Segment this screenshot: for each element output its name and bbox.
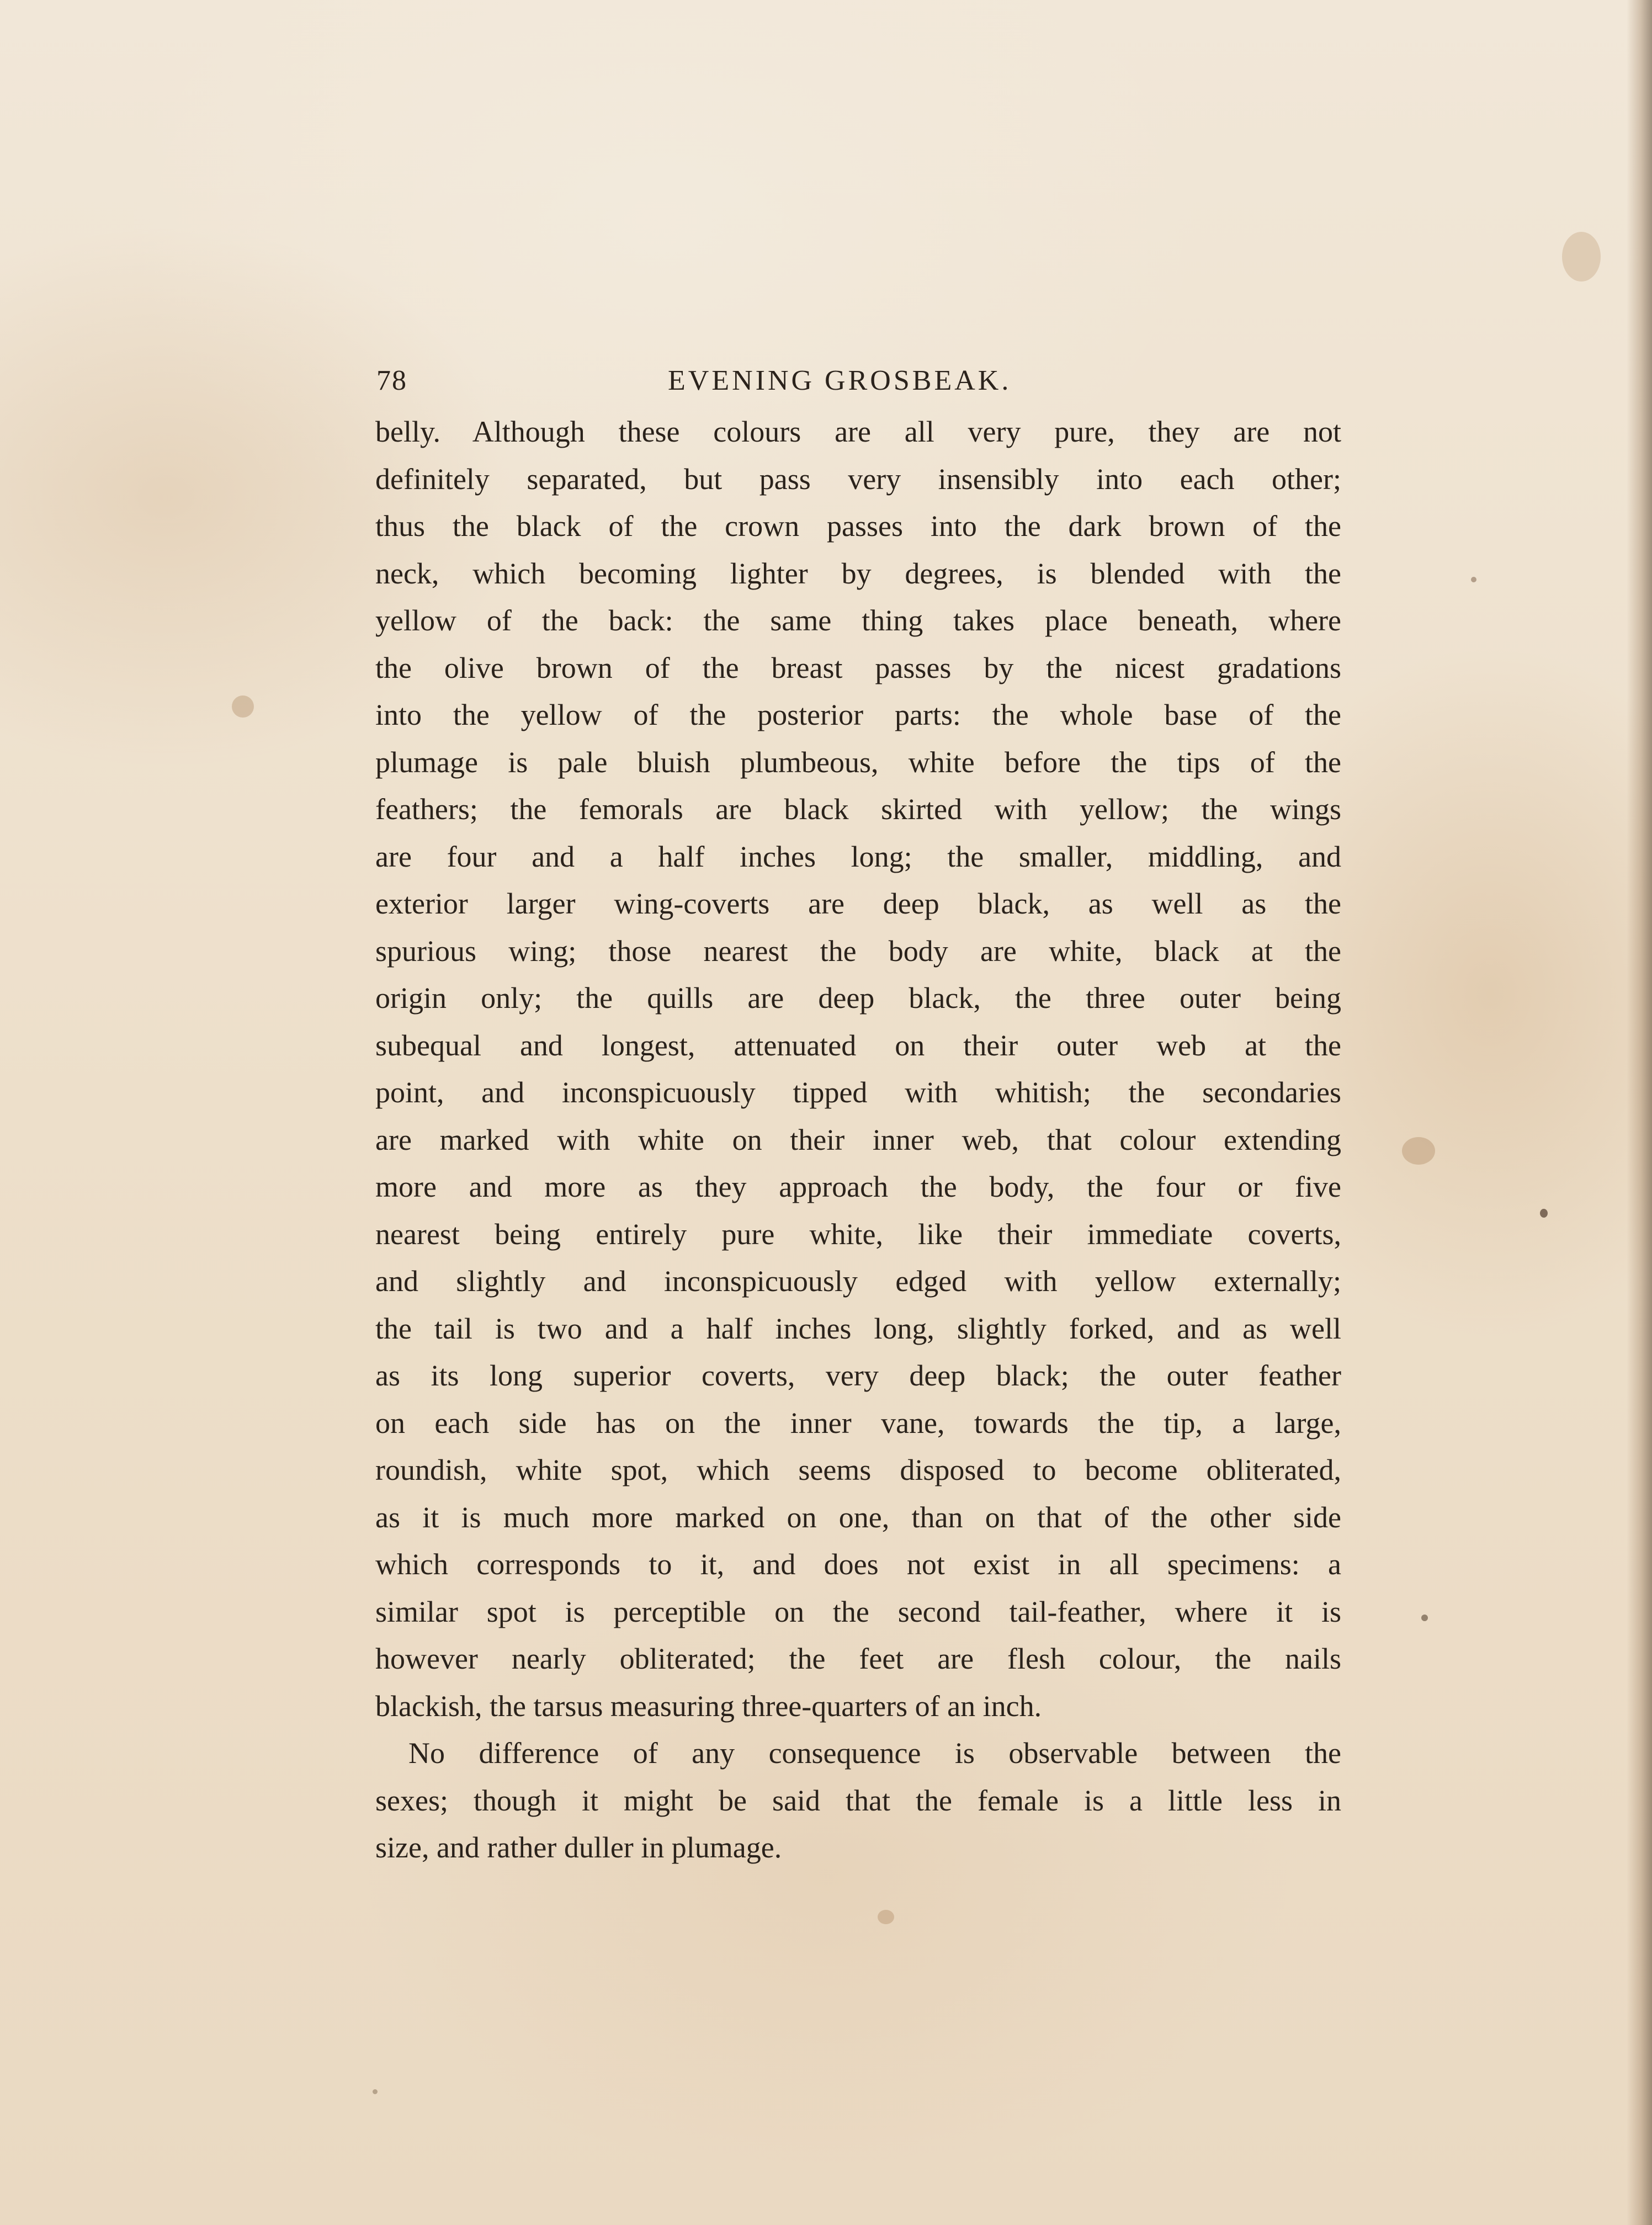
text-line: belly. Although these colours are all very pure, they are not bbox=[375, 415, 1341, 448]
book-page bbox=[375, 364, 1341, 1872]
paper-speck bbox=[1471, 577, 1476, 582]
paper-speck bbox=[232, 695, 254, 718]
text-line: sexes; though it might be said that the female is a little less in bbox=[375, 1783, 1341, 1817]
text-line: the olive brown of the breast passes by the nicest gradations bbox=[375, 651, 1341, 684]
text-line: thus the black of the crown passes into the dark brown of the bbox=[375, 509, 1341, 543]
text-line: spurious wing; those nearest the body are white, black at the bbox=[375, 934, 1341, 968]
text-line: feathers; the femorals are black skirted with yellow; the wings bbox=[375, 793, 1341, 826]
text-line: as it is much more marked on one, than on that of the other side bbox=[375, 1500, 1341, 1534]
running-head bbox=[375, 364, 1341, 408]
text-line: however nearly obliterated; the feet are flesh colour, the nails bbox=[375, 1642, 1341, 1675]
text-line: nearest being entirely pure white, like their immediate coverts, bbox=[375, 1217, 1341, 1251]
text-line: size, and rather duller in plumage. bbox=[375, 1831, 782, 1864]
text-line: on each side has on the inner vane, towards the tip, a large, bbox=[375, 1406, 1341, 1440]
text-line: No difference of any consequence is observable between the bbox=[408, 1737, 1341, 1770]
paper-speck bbox=[1421, 1615, 1428, 1621]
text-line: point, and inconspicuously tipped with whitish; the secondaries bbox=[375, 1076, 1341, 1109]
text-line: blackish, the tarsus measuring three-quarters of an inch. bbox=[375, 1689, 1042, 1723]
text-line: plumage is pale bluish plumbeous, white before the tips of the bbox=[375, 745, 1341, 779]
text-line: as its long superior coverts, very deep black; the outer feather bbox=[375, 1359, 1341, 1392]
text-line: subequal and longest, attenuated on their outer web at the bbox=[375, 1028, 1341, 1062]
body-text bbox=[375, 408, 1341, 1872]
text-line: more and more as they approach the body, the four or five bbox=[375, 1170, 1341, 1203]
text-line: are marked with white on their inner web, that colour extending bbox=[375, 1123, 1341, 1156]
text-line: into the yellow of the posterior parts: the whole base of the bbox=[375, 698, 1341, 731]
paper-speck bbox=[1562, 232, 1601, 282]
text-line: roundish, white spot, which seems disposed to become obliterated, bbox=[375, 1453, 1341, 1486]
text-line: are four and a half inches long; the smaller, middling, and bbox=[375, 840, 1341, 873]
paragraph-sexes bbox=[375, 1730, 1341, 1872]
text-line: exterior larger wing-coverts are deep black, as well as the bbox=[375, 887, 1341, 920]
page-number: 78 bbox=[376, 365, 407, 396]
text-line: origin only; the quills are deep black, the three outer being bbox=[375, 981, 1341, 1015]
paper-speck bbox=[1402, 1137, 1435, 1165]
text-line: similar spot is perceptible on the second tail-feather, where it is bbox=[375, 1595, 1341, 1628]
text-line: neck, which becoming lighter by degrees, is blended with the bbox=[375, 556, 1341, 590]
paragraph-description bbox=[375, 408, 1341, 1730]
paper-speck bbox=[373, 2089, 378, 2094]
page-edge-shadow bbox=[1627, 0, 1652, 2225]
paper-speck bbox=[1540, 1209, 1548, 1218]
text-line: the tail is two and a half inches long, slightly forked, and as well bbox=[375, 1311, 1341, 1345]
paper-speck bbox=[878, 1910, 894, 1924]
text-line: definitely separated, but pass very insensibly into each other; bbox=[375, 462, 1341, 496]
text-line: and slightly and inconspicuously edged with yellow externally; bbox=[375, 1265, 1341, 1298]
text-line: which corresponds to it, and does not exist in all specimens: a bbox=[375, 1548, 1341, 1581]
running-title: EVENING GROSBEAK. bbox=[668, 365, 1012, 396]
text-line: yellow of the back: the same thing takes place beneath, where bbox=[375, 604, 1341, 637]
